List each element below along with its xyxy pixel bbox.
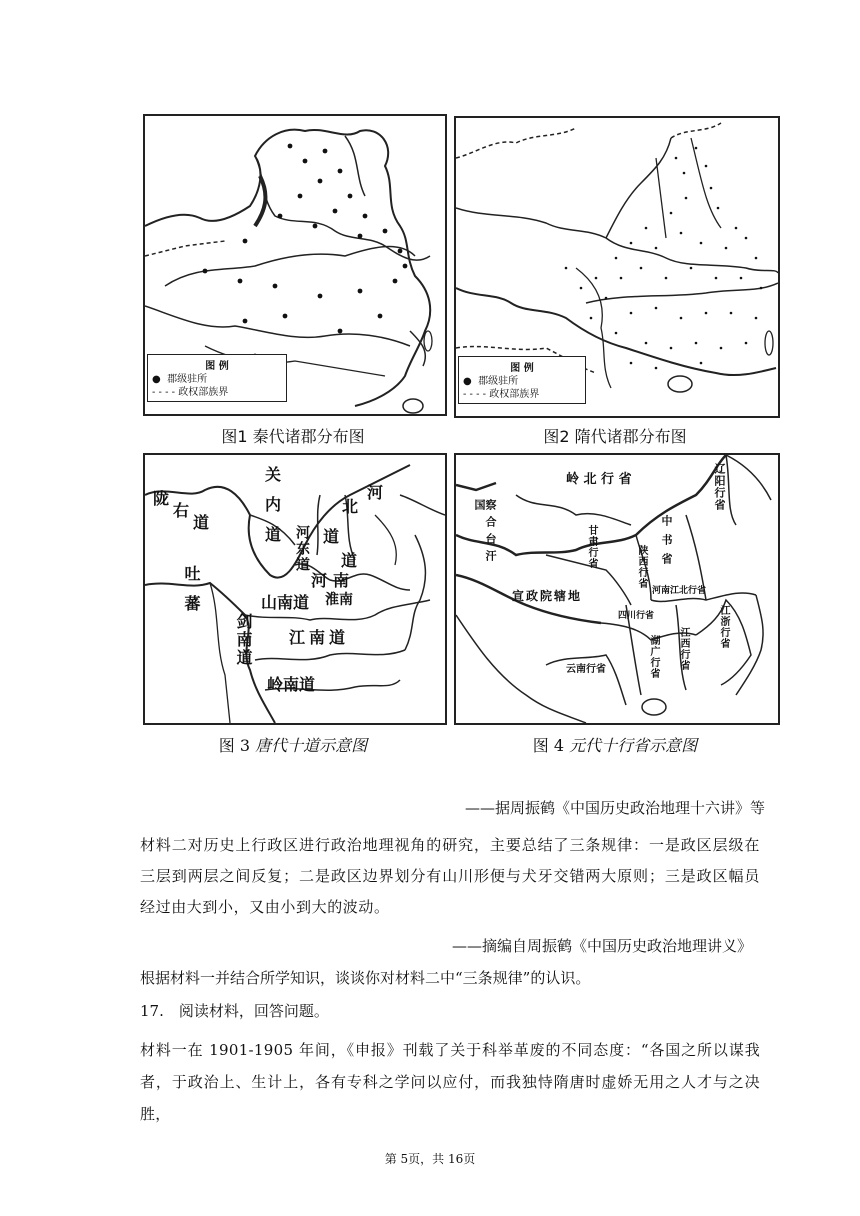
map3-caption-text: 唐代十道示意图 <box>255 736 368 755</box>
source-citation-1: ——据周振鹤《中国历史政治地理十六讲》等 <box>464 799 765 817</box>
legend-item-seat: 郡级驻所 <box>478 376 519 387</box>
label-jiannan: 剑南道 <box>234 613 253 667</box>
label-lingnan: 岭南道 <box>267 675 316 694</box>
label-jiangxi: 江西行省 <box>678 627 689 671</box>
map1-caption-text: 秦代诸郡分布图 <box>252 427 365 446</box>
map4-caption-text: 元代十行省示意图 <box>569 736 698 755</box>
label-hebei-he: 河 <box>367 483 384 502</box>
label-gansu: 甘肃行省 <box>586 525 597 569</box>
label-long: 陇 <box>153 489 170 508</box>
map-yuan-drawing <box>456 455 778 723</box>
label-hebei-bei: 北 <box>342 497 359 516</box>
label-henan-he: 河 <box>311 571 328 590</box>
label-zhongshu: 中书省 <box>660 515 673 572</box>
dashed-line-icon: - - - - <box>152 387 176 398</box>
label-longyou-dao: 道 <box>193 513 210 532</box>
question-17-heading: 17. 阅读材料，回答问题。 <box>140 1002 329 1020</box>
label-you: 右 <box>173 501 190 520</box>
label-lingbei: 岭 北 行 省 <box>566 472 632 487</box>
label-shannan: 山南道 <box>261 593 310 612</box>
legend-item-seat: 郡级驻所 <box>167 374 208 385</box>
map-yuan-ten-provinces <box>454 453 780 725</box>
label-huguang: 湖广行省 <box>648 635 659 679</box>
map1-legend <box>147 354 287 402</box>
map2-caption-text: 隋代诸郡分布图 <box>574 427 687 446</box>
map1-caption <box>143 424 443 447</box>
label-sichuan: 四川行省 <box>618 611 655 621</box>
dot-icon: ● <box>152 374 161 385</box>
legend-title: 图 例 <box>205 361 229 372</box>
map-sui-commanderies <box>454 116 780 418</box>
legend-item-border: 政权部族界 <box>178 387 229 398</box>
label-tubo: 吐蕃 <box>182 565 201 625</box>
map3-caption-num: 图 3 <box>218 736 251 755</box>
label-jiangnan: 江南道 <box>289 628 350 647</box>
map2-legend <box>458 356 586 404</box>
label-henan-dao: 道 <box>341 551 358 570</box>
label-chagatai: 察合台汗国 <box>473 499 497 567</box>
dashed-line-icon: - - - - <box>463 389 487 400</box>
label-hedong: 河东道 <box>294 525 310 573</box>
map3-caption <box>143 733 443 756</box>
label-henan-nan: 南 <box>333 571 350 590</box>
source-citation-2: ——摘编自周振鹤《中国历史政治地理讲义》 <box>451 937 752 955</box>
label-guannei: 内 <box>265 495 282 514</box>
label-huainan: 淮南 <box>325 592 353 608</box>
label-guan: 关 <box>265 465 282 484</box>
map1-caption-num: 图1 <box>221 427 248 446</box>
label-jiangzhe: 江浙行省 <box>718 605 729 649</box>
map2-caption-num: 图2 <box>543 427 570 446</box>
map4-caption <box>454 733 776 756</box>
label-shaanxi: 陕西行省 <box>636 545 647 589</box>
label-liaoyang: 辽阳行省 <box>713 463 726 511</box>
dot-icon: ● <box>463 376 472 387</box>
legend-item-border: 政权部族界 <box>489 389 540 400</box>
map4-caption-num: 图 4 <box>532 736 565 755</box>
map-qin-commanderies <box>143 114 447 416</box>
map2-caption <box>454 424 776 447</box>
material-one-paragraph: 材料一在 1901-1905 年间，《申报》刊载了关于科举革废的不同态度：“各国之所以谋我者，于政治上、生计上，各有专科之学问以应付，而我独恃隋唐时虚娇无用之人才与之决胜， <box>140 1041 760 1123</box>
label-hebei-dao: 道 <box>323 527 340 546</box>
label-henanjiangbei: 河南江北行省 <box>652 586 707 596</box>
legend-title: 图 例 <box>510 363 534 374</box>
map-tang-ten-circuits <box>143 453 447 725</box>
label-guannei-dao: 道 <box>265 525 282 544</box>
label-yunnan: 云南行省 <box>566 664 606 675</box>
question-text: 根据材料一并结合所学知识，谈谈你对材料二中“三条规律”的认识。 <box>140 969 591 987</box>
material-two-paragraph: 材料二对历史上行政区进行政治地理视角的研究，主要总结了三条规律：一是政区层级在三层到两层之间反复；二是政区边界划分有山川形便与犬牙交错两大原则；三是政区幅员经过由大到小，又由小到大的波动。 <box>140 836 760 916</box>
page-footer: 第 5页，共 16页 <box>384 1152 476 1166</box>
label-xuanzheng: 宣政院辖地 <box>512 589 583 603</box>
